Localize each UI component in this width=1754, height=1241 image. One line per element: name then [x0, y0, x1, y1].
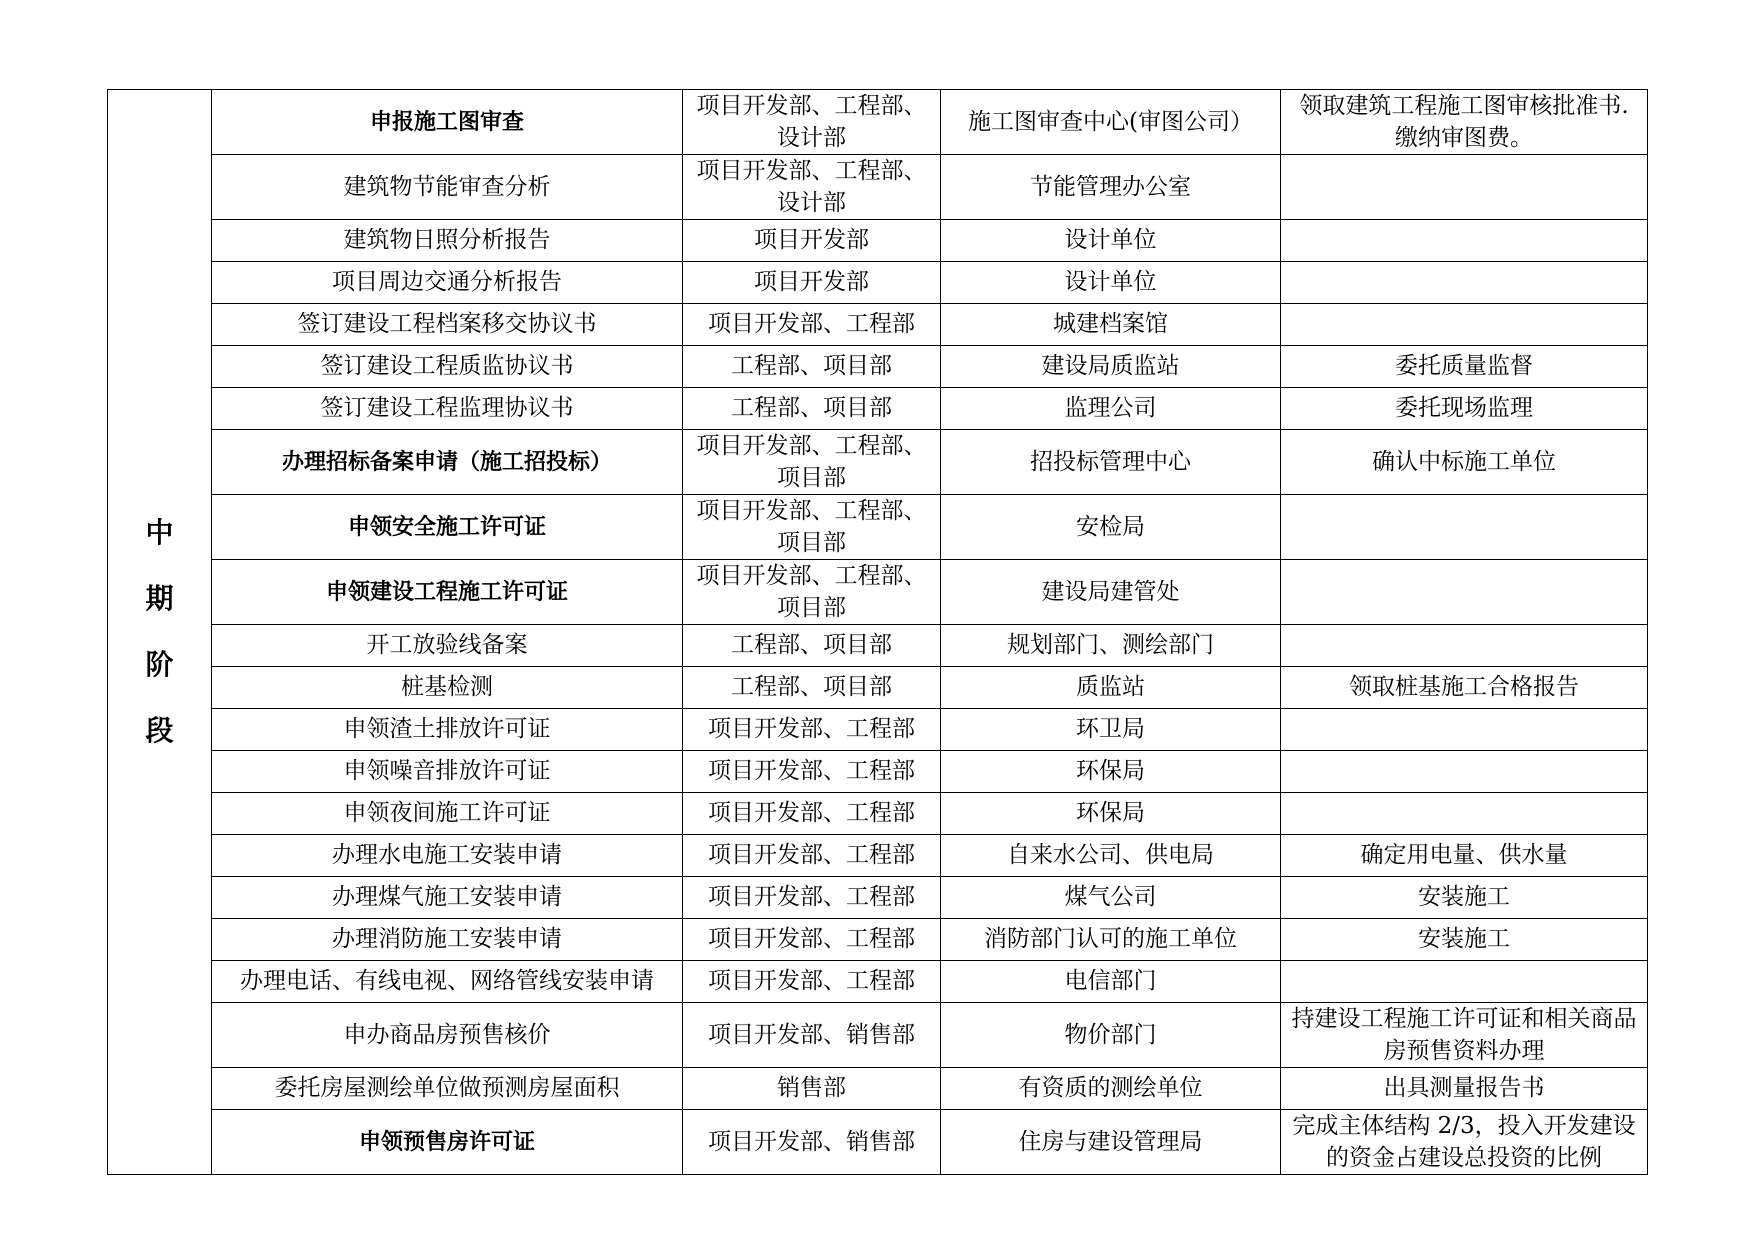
note-cell: 出具测量报告书 [1281, 1068, 1648, 1110]
table-body [108, 90, 1648, 1175]
department-cell: 项目开发部、工程部 [683, 877, 941, 919]
agency-cell: 节能管理办公室 [941, 155, 1281, 220]
item-cell: 申领渣土排放许可证 [212, 709, 683, 751]
stage-label-char: 段 [145, 714, 174, 747]
department-cell: 项目开发部、工程部 [683, 793, 941, 835]
stage-label-char: 阶 [145, 648, 174, 681]
agency-cell: 环卫局 [941, 709, 1281, 751]
item-cell: 申领安全施工许可证 [212, 495, 683, 560]
department-cell: 项目开发部、工程部、设计部 [683, 90, 941, 155]
department-cell: 项目开发部、工程部 [683, 961, 941, 1003]
note-cell [1281, 262, 1648, 304]
table-row [108, 304, 1648, 346]
table-row [108, 961, 1648, 1003]
table-row [108, 877, 1648, 919]
agency-cell: 环保局 [941, 751, 1281, 793]
agency-cell: 监理公司 [941, 388, 1281, 430]
department-cell: 项目开发部、工程部 [683, 751, 941, 793]
agency-cell: 自来水公司、供电局 [941, 835, 1281, 877]
agency-cell: 电信部门 [941, 961, 1281, 1003]
department-cell: 工程部、项目部 [683, 625, 941, 667]
department-cell: 项目开发部、工程部 [683, 835, 941, 877]
note-cell [1281, 495, 1648, 560]
table-row [108, 430, 1648, 495]
table-row [108, 709, 1648, 751]
note-cell: 持建设工程施工许可证和相关商品房预售资料办理 [1281, 1003, 1648, 1068]
department-cell: 销售部 [683, 1068, 941, 1110]
note-cell [1281, 961, 1648, 1003]
department-cell: 项目开发部、工程部、项目部 [683, 560, 941, 625]
item-cell: 办理煤气施工安装申请 [212, 877, 683, 919]
item-cell: 申领夜间施工许可证 [212, 793, 683, 835]
note-cell [1281, 625, 1648, 667]
agency-cell: 招投标管理中心 [941, 430, 1281, 495]
item-cell: 项目周边交通分析报告 [212, 262, 683, 304]
table-row [108, 220, 1648, 262]
department-cell: 项目开发部 [683, 262, 941, 304]
table-row [108, 1003, 1648, 1068]
stage-label-char: 期 [145, 582, 174, 615]
department-cell: 项目开发部、工程部、设计部 [683, 155, 941, 220]
department-cell: 项目开发部、工程部 [683, 919, 941, 961]
item-cell: 申办商品房预售核价 [212, 1003, 683, 1068]
note-cell [1281, 304, 1648, 346]
department-cell: 项目开发部、工程部、项目部 [683, 495, 941, 560]
note-cell: 完成主体结构 2/3，投入开发建设的资金占建设总投资的比例 [1281, 1110, 1648, 1175]
department-cell: 项目开发部、工程部、项目部 [683, 430, 941, 495]
department-cell: 项目开发部、工程部 [683, 304, 941, 346]
department-cell: 项目开发部、销售部 [683, 1003, 941, 1068]
item-cell: 桩基检测 [212, 667, 683, 709]
department-cell: 工程部、项目部 [683, 388, 941, 430]
item-cell: 办理消防施工安装申请 [212, 919, 683, 961]
table-row [108, 90, 1648, 155]
note-cell: 领取建筑工程施工图审核批准书.缴纳审图费。 [1281, 90, 1648, 155]
procedure-table [107, 89, 1648, 1175]
agency-cell: 规划部门、测绘部门 [941, 625, 1281, 667]
item-cell: 办理电话、有线电视、网络管线安装申请 [212, 961, 683, 1003]
stage-label-char: 中 [145, 516, 174, 549]
agency-cell: 建设局建管处 [941, 560, 1281, 625]
table-row [108, 751, 1648, 793]
item-cell: 签订建设工程档案移交协议书 [212, 304, 683, 346]
agency-cell: 设计单位 [941, 262, 1281, 304]
agency-cell: 消防部门认可的施工单位 [941, 919, 1281, 961]
note-cell [1281, 709, 1648, 751]
note-cell [1281, 155, 1648, 220]
department-cell: 工程部、项目部 [683, 346, 941, 388]
table-row [108, 262, 1648, 304]
stage-label [108, 90, 212, 1175]
department-cell: 工程部、项目部 [683, 667, 941, 709]
agency-cell: 施工图审查中心(审图公司） [941, 90, 1281, 155]
table-row [108, 1110, 1648, 1175]
table-row [108, 346, 1648, 388]
item-cell: 开工放验线备案 [212, 625, 683, 667]
agency-cell: 设计单位 [941, 220, 1281, 262]
table-row [108, 919, 1648, 961]
item-cell: 委托房屋测绘单位做预测房屋面积 [212, 1068, 683, 1110]
item-cell: 建筑物节能审查分析 [212, 155, 683, 220]
table-row [108, 667, 1648, 709]
note-cell: 确定用电量、供水量 [1281, 835, 1648, 877]
table-row [108, 388, 1648, 430]
note-cell [1281, 220, 1648, 262]
agency-cell: 物价部门 [941, 1003, 1281, 1068]
table-row [108, 625, 1648, 667]
agency-cell: 有资质的测绘单位 [941, 1068, 1281, 1110]
item-cell: 签订建设工程监理协议书 [212, 388, 683, 430]
item-cell: 办理招标备案申请（施工招投标） [212, 430, 683, 495]
note-cell: 确认中标施工单位 [1281, 430, 1648, 495]
table-row [108, 155, 1648, 220]
note-cell [1281, 751, 1648, 793]
table-row [108, 793, 1648, 835]
note-cell: 委托现场监理 [1281, 388, 1648, 430]
department-cell: 项目开发部、销售部 [683, 1110, 941, 1175]
note-cell [1281, 560, 1648, 625]
table-row [108, 560, 1648, 625]
agency-cell: 环保局 [941, 793, 1281, 835]
item-cell: 建筑物日照分析报告 [212, 220, 683, 262]
note-cell [1281, 793, 1648, 835]
item-cell: 申报施工图审查 [212, 90, 683, 155]
item-cell: 申领建设工程施工许可证 [212, 560, 683, 625]
table-row [108, 1068, 1648, 1110]
agency-cell: 质监站 [941, 667, 1281, 709]
department-cell: 项目开发部、工程部 [683, 709, 941, 751]
item-cell: 申领噪音排放许可证 [212, 751, 683, 793]
item-cell: 申领预售房许可证 [212, 1110, 683, 1175]
agency-cell: 安检局 [941, 495, 1281, 560]
agency-cell: 煤气公司 [941, 877, 1281, 919]
item-cell: 签订建设工程质监协议书 [212, 346, 683, 388]
note-cell: 委托质量监督 [1281, 346, 1648, 388]
table-row [108, 495, 1648, 560]
agency-cell: 城建档案馆 [941, 304, 1281, 346]
note-cell: 安装施工 [1281, 877, 1648, 919]
note-cell: 安装施工 [1281, 919, 1648, 961]
item-cell: 办理水电施工安装申请 [212, 835, 683, 877]
note-cell: 领取桩基施工合格报告 [1281, 667, 1648, 709]
department-cell: 项目开发部 [683, 220, 941, 262]
agency-cell: 建设局质监站 [941, 346, 1281, 388]
agency-cell: 住房与建设管理局 [941, 1110, 1281, 1175]
table-row [108, 835, 1648, 877]
